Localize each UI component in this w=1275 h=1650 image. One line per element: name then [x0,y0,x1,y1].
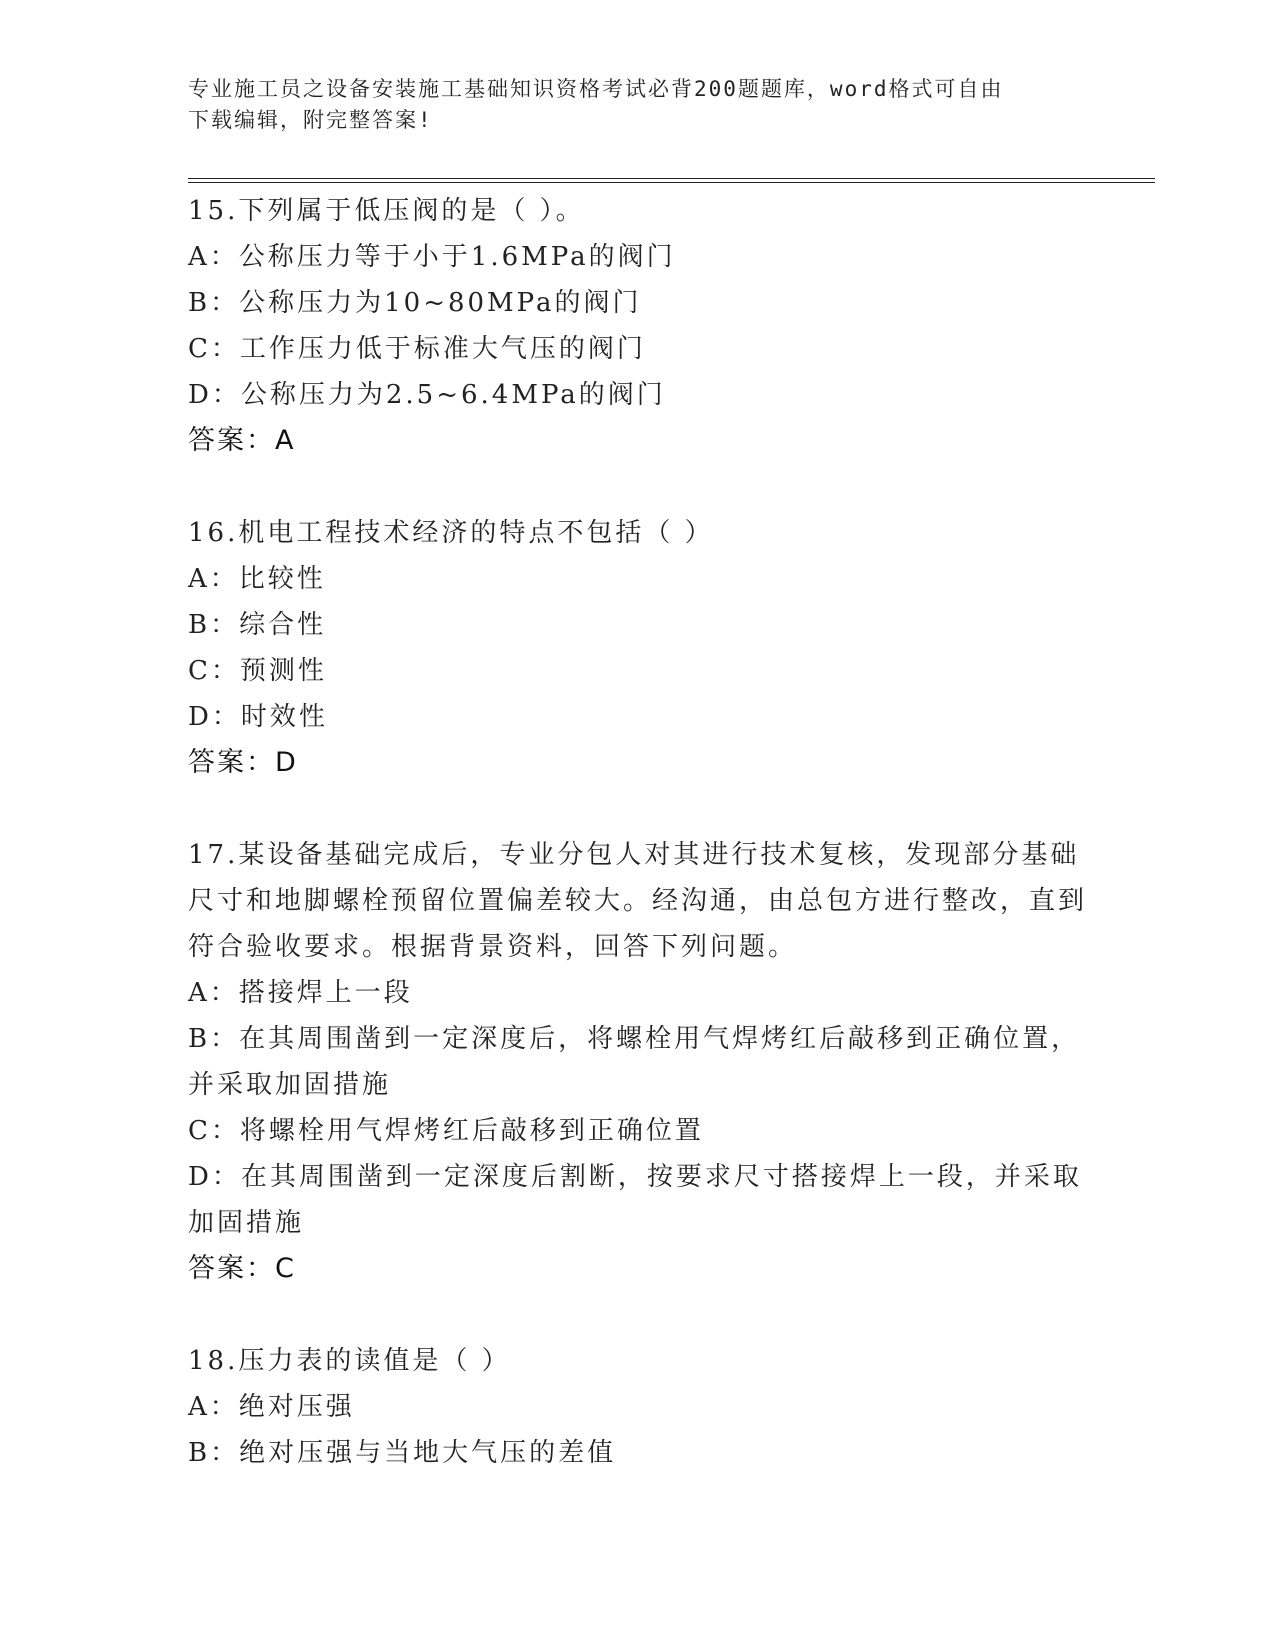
question-stem: 16.机电工程技术经济的特点不包括（ ） [188,518,714,548]
question-17 [188,832,1088,1292]
option-b: B：综合性 [188,610,327,640]
option-b: B：公称压力为10~80MPa的阀门 [188,288,642,318]
option-b: B：在其周围凿到一定深度后，将螺栓用气焊烤红后敲移到正确位置，并采取加固措施 [188,1024,1081,1100]
option-d: D：公称压力为2.5~6.4MPa的阀门 [188,380,666,410]
question-stem: 18.压力表的读值是（ ） [188,1346,511,1376]
header-line-2: 下载编辑，附完整答案! [188,108,433,132]
option-d: D：在其周围凿到一定深度后割断，按要求尺寸搭接焊上一段，并采取加固措施 [188,1162,1082,1238]
answer: 答案：D [188,747,298,778]
answer: 答案：A [188,425,296,456]
option-d: D：时效性 [188,702,328,732]
option-c: C：预测性 [188,656,327,686]
question-16 [188,510,1088,786]
question-stem: 17.某设备基础完成后，专业分包人对其进行技术复核，发现部分基础尺寸和地脚螺栓预留位置偏差较大。经沟通，由总包方进行整改，直到符合验收要求。根据背景资料，回答下列问题。 [188,840,1088,962]
question-stem: 15.下列属于低压阀的是（ ）。 [188,196,585,226]
option-b: B：绝对压强与当地大气压的差值 [188,1438,617,1468]
question-list [188,188,1088,1522]
option-c: C：工作压力低于标准大气压的阀门 [188,334,646,364]
option-a: A：绝对压强 [188,1392,355,1422]
option-a: A：比较性 [188,564,326,594]
option-a: A：搭接焊上一段 [188,978,413,1008]
question-18 [188,1338,1088,1476]
option-c: C：将螺栓用气焊烤红后敲移到正确位置 [188,1116,704,1146]
option-a: A：公称压力等于小于1.6MPa的阀门 [188,242,676,272]
question-15 [188,188,1088,464]
header-line-1: 专业施工员之设备安装施工基础知识资格考试必背200题题库，word格式可自由 [188,77,1004,101]
header-divider-bottom [188,182,1155,183]
document-header [188,74,1078,136]
answer: 答案：C [188,1253,296,1284]
header-divider-top [188,178,1155,179]
